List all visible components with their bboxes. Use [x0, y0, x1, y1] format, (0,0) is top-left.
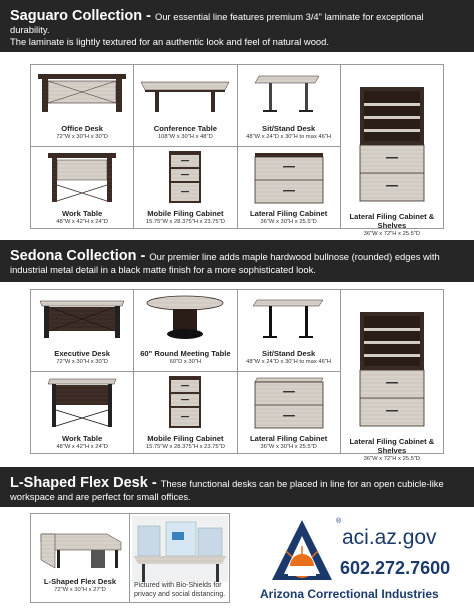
product-name: Mobile Filing Cabinet: [147, 209, 224, 218]
product-conference-table: [134, 65, 237, 147]
product-mobile-filing-cabinet: [134, 372, 237, 454]
saguaro-heading: Saguaro Collection - Our essential line features premium 3/4" laminate for exceptional durability.: [10, 8, 424, 35]
lateral-cabinet-image: [251, 151, 327, 205]
product-executive-desk: [31, 290, 134, 372]
l-shaped-desk-image: [37, 520, 125, 576]
product-l-shaped-flex-desk: [31, 514, 130, 602]
executive-desk-image: [36, 295, 128, 343]
product-name: Mobile Filing Cabinet: [147, 434, 224, 443]
product-name: Sit/Stand Desk: [262, 349, 316, 358]
product-dimensions: 48"W x 24"D x 30"H to max 46"H: [246, 134, 332, 140]
product-name: Sit/Stand Desk: [262, 124, 316, 133]
conference-table-image: [137, 70, 233, 116]
product-work-table: [31, 372, 134, 454]
product-dimensions: 48"W x 24"D x 30"H to max 46"H: [246, 359, 332, 365]
flex-description: These functional desks can be placed in line for an open cubicle-like: [160, 478, 444, 489]
product-lateral-filing-cabinet: [238, 372, 341, 454]
cabinet-shelves-image: [356, 85, 428, 205]
product-name: Lateral Filing Cabinet: [250, 434, 328, 443]
saguaro-description-2: The laminate is lightly textured for an authentic look and feel of natural wood.: [10, 36, 329, 47]
saguaro-product-grid: [30, 64, 444, 237]
bio-shield-photo: [130, 514, 229, 602]
product-dimensions: 15.75"W x 28.375"H x 23.75"D: [145, 219, 225, 225]
office-desk-image: [36, 70, 128, 116]
flex-product-box: [30, 513, 230, 603]
product-dimensions: 36"W x 72"H x 25.5"D: [363, 231, 421, 237]
saguaro-banner: [0, 0, 474, 52]
aci-logo-icon: [270, 518, 334, 584]
sedona-title: Sedona Collection: [10, 248, 137, 264]
product-name: Office Desk: [61, 124, 104, 133]
photo-caption-line-1: Pictured with Bio-Shields for: [134, 582, 222, 589]
website-link[interactable]: aci.az.gov: [342, 526, 437, 549]
product-work-table: [31, 147, 134, 229]
product-lateral-filing-cabinet: [238, 147, 341, 229]
product-dimensions: 72"W x 30"H x 27"D: [54, 587, 106, 593]
contact-block: [256, 516, 468, 608]
product-dimensions: 15.75"W x 28.375"H x 23.75"D: [145, 444, 225, 450]
product-dimensions: 36"W x 30"H x 25.5"D: [260, 444, 317, 450]
sit-stand-desk-image: [249, 294, 329, 342]
product-office-desk: [31, 65, 134, 147]
product-dimensions: 60"D x 30"H: [169, 359, 202, 365]
work-table-image: [44, 151, 120, 205]
mobile-cabinet-image: [165, 374, 205, 432]
phone-number[interactable]: 602.272.7600: [340, 558, 451, 578]
product-sit-stand-desk: [238, 290, 341, 372]
sedona-banner: [0, 240, 474, 282]
flex-description-2: workspace and are perfect for small offices.: [10, 490, 191, 502]
lateral-cabinet-image: [251, 376, 327, 430]
flex-title: L-Shaped Flex Desk: [10, 475, 148, 491]
product-name: Work Table: [62, 209, 103, 218]
product-lateral-filing-cabinet-shelves: [341, 290, 444, 462]
saguaro-title: Saguaro Collection: [10, 8, 143, 24]
sedona-product-grid: [30, 289, 444, 462]
product-sit-stand-desk: [238, 65, 341, 147]
product-dimensions: 108"W x 30"H x 48"D: [157, 134, 213, 140]
product-name: Work Table: [62, 434, 103, 443]
product-dimensions: 48"W x 42"H x 24"D: [56, 444, 108, 450]
mobile-cabinet-image: [165, 149, 205, 207]
product-name: Executive Desk: [54, 349, 110, 358]
product-name: Lateral Filing Cabinet & Shelves: [349, 437, 435, 455]
product-lateral-filing-cabinet-shelves: [341, 65, 444, 237]
product-name: 60" Round Meeting Table: [140, 349, 231, 358]
product-dimensions: 72"W x 30"H x 30"D: [56, 134, 108, 140]
sedona-heading: Sedona Collection - Our premier line adds maple hardwood bullnose (rounded) edges with: [10, 248, 440, 264]
product-dimensions: 72"W x 30"H x 30"D: [56, 359, 108, 365]
product-round-meeting-table: [134, 290, 237, 372]
photo-caption-line-2: privacy and social distancing.: [134, 591, 226, 598]
product-mobile-filing-cabinet: [134, 147, 237, 229]
product-name: L-Shaped Flex Desk: [43, 577, 117, 586]
product-name: Lateral Filing Cabinet: [250, 209, 328, 218]
product-name: Lateral Filing Cabinet & Shelves: [349, 212, 435, 230]
work-table-image: [44, 376, 120, 430]
sit-stand-desk-image: [249, 70, 329, 116]
product-name: Conference Table: [153, 124, 217, 133]
product-dimensions: 48"W x 42"H x 24"D: [56, 219, 108, 225]
sedona-description-2: industrial metal detail in a black matte finish for a more sophisticated look.: [10, 263, 316, 275]
bio-shield-image: [132, 516, 228, 582]
cabinet-shelves-image: [356, 310, 428, 430]
product-dimensions: 36"W x 30"H x 25.5"D: [260, 219, 317, 225]
flex-banner: [0, 467, 474, 507]
round-table-image: [143, 294, 227, 344]
product-dimensions: 36"W x 72"H x 25.5"D: [363, 456, 421, 462]
saguaro-description: Our essential line features premium 3/4" laminate for exceptional durability.: [10, 11, 424, 35]
flex-heading: L-Shaped Flex Desk - These functional desks can be placed in line for an open cubicle-like: [10, 475, 444, 491]
registered-mark: ®: [336, 518, 342, 525]
sedona-description: Our premier line adds maple hardwood bullnose (rounded) edges with: [149, 251, 440, 262]
organization-name: Arizona Correctional Industries: [260, 587, 439, 601]
